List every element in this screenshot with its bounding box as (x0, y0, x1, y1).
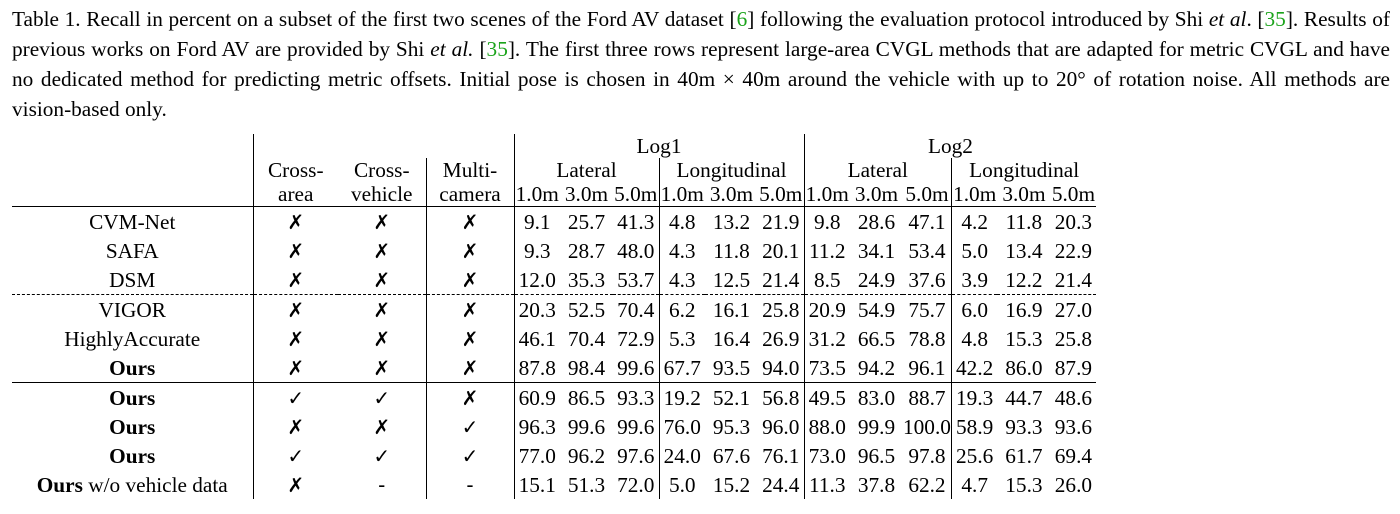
cross-mark: ✗ (253, 236, 338, 265)
log2-longitudinal-header: Longitudinal (951, 158, 1096, 182)
cross-mark: ✗ (338, 353, 426, 383)
check-mark: ✓ (373, 443, 391, 468)
recall-value: 16.1 (712, 297, 751, 322)
caption-text: ]. The first three rows represent large-area CVGL methods that are adapted for metric CVGL and have no dedicated method for predicting metric offsets. Initial pose is chosen in 40m × 40m around the vehicle with up to 20° of rotation noise. All methods are vision-based only. (12, 37, 1390, 121)
recall-value: 88.7 (908, 385, 946, 410)
recall-value: 6.2 (659, 295, 705, 325)
method-cell (12, 441, 253, 470)
recall-value: 42.2 (951, 353, 997, 383)
recall-value: 83.0 (857, 385, 896, 410)
caption-text: . [ (1246, 7, 1265, 31)
recall-value: 52.1 (712, 385, 751, 410)
recall-value: 51.3 (567, 472, 606, 497)
recall-value: 53.7 (613, 265, 659, 295)
recall-value: 98.4 (560, 353, 613, 383)
method-name: Ours (109, 355, 156, 380)
recall-value: 94.0 (758, 353, 804, 383)
recall-value: 93.5 (705, 353, 758, 383)
table-row (12, 470, 1096, 499)
method-cell (12, 412, 253, 441)
recall-value: 25.8 (762, 297, 800, 322)
recall-value: 25.6 (951, 441, 997, 470)
cross-mark: ✗ (426, 295, 514, 325)
recall-value: 20.9 (804, 295, 850, 325)
recall-value: 11.8 (713, 238, 750, 263)
recall-value: 41.3 (617, 209, 655, 234)
recall-value: 44.7 (1005, 385, 1043, 410)
threshold-header: 3.0m (850, 182, 903, 207)
recall-value: 62.2 (908, 472, 946, 497)
recall-value: 60.9 (514, 383, 560, 413)
caption-text: ]. Results of previous works on Ford AV are provided by Shi (12, 7, 1390, 61)
recall-value: 70.4 (567, 326, 606, 351)
recall-value: 52.5 (567, 297, 606, 322)
cross-mark: ✗ (253, 324, 338, 353)
recall-value: 34.1 (857, 238, 896, 263)
recall-value: 21.4 (758, 265, 804, 295)
method-cell (12, 207, 253, 237)
recall-value: 15.2 (712, 472, 751, 497)
method-name: HighlyAccurate (64, 326, 201, 351)
recall-value: 21.9 (762, 209, 800, 234)
recall-value: 12.0 (514, 265, 560, 295)
recall-value: 21.4 (1050, 265, 1096, 295)
method-name: VIGOR (98, 297, 166, 322)
method-name: Ours (36, 472, 83, 497)
recall-value: 48.0 (617, 238, 655, 263)
check-mark: ✓ (426, 441, 514, 470)
log1-lateral-header: Lateral (514, 158, 659, 182)
caption-text: Table 1. Recall in percent on a subset of the first two scenes of the Ford AV dataset [ (12, 7, 737, 31)
recall-value: 24.4 (762, 472, 800, 497)
cross-mark: ✗ (253, 265, 338, 295)
recall-value: 88.0 (804, 412, 850, 441)
recall-value: 73.5 (804, 353, 850, 383)
header-row-logs (12, 134, 1096, 158)
recall-value: 70.4 (617, 297, 655, 322)
recall-value: 20.1 (762, 238, 800, 263)
recall-value: 11.2 (804, 236, 850, 265)
cross-mark: ✗ (426, 353, 514, 383)
recall-value: 46.1 (514, 324, 560, 353)
recall-value: 96.1 (903, 353, 951, 383)
citation-link[interactable]: 35 (1264, 7, 1286, 31)
recall-value: 87.8 (514, 353, 560, 383)
recall-value: 37.6 (903, 265, 951, 295)
recall-value: 4.8 (659, 207, 705, 237)
method-name: Ours (109, 443, 156, 468)
threshold-header: 1.0m (660, 182, 704, 206)
table-row (12, 412, 1096, 441)
check-mark: ✓ (253, 441, 338, 470)
recall-value: 99.6 (567, 414, 606, 439)
cross-mark: ✗ (338, 265, 426, 295)
recall-value: 4.8 (951, 324, 997, 353)
check-mark: ✓ (253, 383, 338, 413)
caption-text: [ (473, 37, 487, 61)
table-row (12, 441, 1096, 470)
recall-value: 5.0 (951, 236, 997, 265)
table-row (12, 265, 1096, 295)
cross-area-header: area (253, 182, 338, 207)
method-cell (12, 324, 253, 353)
recall-value: 96.0 (762, 414, 800, 439)
cross-mark: ✗ (253, 412, 338, 441)
recall-value: 72.0 (617, 472, 655, 497)
threshold-header: 5.0m (903, 182, 951, 207)
log1-header: Log1 (514, 134, 804, 158)
header-row-directions (12, 158, 1096, 182)
caption-italic: et al (1208, 7, 1247, 31)
threshold-header: 5.0m (614, 182, 658, 206)
cross-mark: ✗ (253, 207, 338, 237)
method-suffix: w/o vehicle data (82, 472, 228, 497)
log1-longitudinal-header: Longitudinal (659, 158, 804, 182)
method-cell (12, 353, 253, 383)
recall-value: 77.0 (514, 441, 560, 470)
threshold-header: 5.0m (759, 182, 803, 206)
method-name: SAFA (105, 238, 159, 263)
recall-value: 13.2 (712, 209, 751, 234)
recall-value: 24.9 (850, 265, 903, 295)
recall-value: 4.3 (659, 265, 705, 295)
table-row (12, 207, 1096, 237)
recall-value: 67.6 (712, 443, 751, 468)
threshold-header: 3.0m (997, 182, 1050, 207)
cross-mark: ✗ (426, 265, 514, 295)
cross-mark: ✗ (426, 383, 514, 413)
recall-value: 15.3 (1005, 472, 1043, 497)
recall-value: 16.9 (1005, 297, 1043, 322)
header-row-thresholds (12, 182, 1096, 207)
recall-value: 4.3 (659, 236, 705, 265)
threshold-header: 1.0m (953, 182, 997, 206)
cross-area-header: Cross- (253, 158, 338, 182)
recall-value: 26.9 (762, 326, 800, 351)
recall-value: 28.7 (567, 238, 606, 263)
cross-vehicle-header: Cross- (353, 158, 410, 182)
recall-value: 93.3 (617, 385, 655, 410)
recall-value: 35.3 (560, 265, 613, 295)
recall-value: 100.0 (903, 414, 951, 439)
recall-value: 25.7 (567, 209, 606, 234)
recall-value: 48.6 (1054, 385, 1093, 410)
recall-value: 25.8 (1054, 326, 1093, 351)
recall-value: 96.2 (567, 443, 606, 468)
recall-value: 22.9 (1054, 238, 1093, 263)
recall-value: 67.7 (659, 353, 705, 383)
recall-value: 96.3 (514, 412, 560, 441)
cross-mark: ✗ (373, 326, 391, 351)
cross-mark: ✗ (373, 414, 391, 439)
recall-value: 28.6 (857, 209, 896, 234)
multi-camera-header: Multi- (426, 158, 514, 182)
recall-value: 94.2 (850, 353, 903, 383)
recall-value: 11.8 (1005, 209, 1043, 234)
recall-value: 9.3 (514, 236, 560, 265)
recall-value: 16.4 (712, 326, 751, 351)
recall-value: 73.0 (804, 441, 850, 470)
flag-cell: - (378, 472, 386, 497)
check-mark: ✓ (373, 385, 391, 410)
recall-value: 4.7 (951, 470, 997, 499)
threshold-header: 3.0m (560, 182, 613, 207)
table-row (12, 353, 1096, 383)
recall-value: 26.0 (1054, 472, 1093, 497)
recall-value: 49.5 (804, 383, 850, 413)
log2-lateral-header: Lateral (804, 158, 951, 182)
recall-value: 31.2 (804, 324, 850, 353)
table-caption (12, 4, 1390, 124)
method-name: CVM-Net (89, 209, 176, 234)
recall-value: 99.6 (613, 353, 659, 383)
results-table (12, 134, 1096, 499)
threshold-header: 5.0m (1051, 182, 1096, 206)
recall-value: 5.0 (659, 470, 705, 499)
cross-mark: ✗ (373, 238, 391, 263)
cross-mark: ✗ (253, 470, 338, 499)
threshold-header: 1.0m (805, 182, 849, 206)
method-cell (12, 265, 253, 295)
table-row (12, 324, 1096, 353)
recall-value: 75.7 (908, 297, 946, 322)
flag-cell: - (426, 470, 514, 499)
cross-mark: ✗ (253, 353, 338, 383)
recall-value: 20.3 (514, 295, 560, 325)
method-name: Ours (109, 414, 156, 439)
recall-value: 12.2 (997, 265, 1050, 295)
recall-value: 12.5 (705, 265, 758, 295)
method-cell (12, 236, 253, 265)
recall-value: 86.5 (567, 385, 606, 410)
cross-vehicle-header: vehicle (338, 182, 426, 207)
recall-value: 15.1 (514, 470, 560, 499)
table-row (12, 295, 1096, 325)
recall-value: 96.5 (857, 443, 896, 468)
recall-value: 61.7 (1005, 443, 1043, 468)
recall-value: 56.8 (762, 385, 800, 410)
cross-mark: ✗ (373, 209, 391, 234)
cross-mark: ✗ (373, 297, 391, 322)
recall-value: 86.0 (997, 353, 1050, 383)
recall-value: 54.9 (857, 297, 896, 322)
log2-header: Log2 (804, 134, 1096, 158)
table-row (12, 236, 1096, 265)
recall-value: 76.1 (762, 443, 800, 468)
recall-value: 97.8 (908, 443, 946, 468)
cross-mark: ✗ (426, 236, 514, 265)
recall-value: 78.8 (908, 326, 946, 351)
cross-mark: ✗ (253, 295, 338, 325)
table-body (12, 207, 1096, 500)
recall-value: 99.9 (857, 414, 896, 439)
citation-link[interactable]: 6 (736, 7, 748, 31)
cross-mark: ✗ (426, 207, 514, 237)
recall-value: 3.9 (951, 265, 997, 295)
recall-value: 19.3 (951, 383, 997, 413)
recall-value: 4.2 (951, 207, 997, 237)
recall-value: 19.2 (659, 383, 705, 413)
recall-value: 76.0 (659, 412, 705, 441)
recall-value: 5.3 (659, 324, 705, 353)
recall-value: 20.3 (1054, 209, 1093, 234)
recall-value: 13.4 (1005, 238, 1043, 263)
method-name: Ours (109, 385, 156, 410)
recall-value: 93.6 (1054, 414, 1093, 439)
table-row (12, 383, 1096, 413)
method-cell (12, 295, 253, 325)
recall-value: 47.1 (908, 209, 946, 234)
recall-value: 27.0 (1054, 297, 1093, 322)
recall-value: 95.3 (712, 414, 751, 439)
citation-link[interactable]: 35 (486, 37, 508, 61)
method-cell (12, 383, 253, 413)
caption-italic: et al. (430, 37, 474, 61)
recall-value: 99.6 (617, 414, 655, 439)
recall-value: 9.1 (514, 207, 560, 237)
recall-value: 15.3 (1005, 326, 1043, 351)
method-name: DSM (109, 267, 156, 292)
recall-value: 9.8 (804, 207, 850, 237)
recall-value: 87.9 (1050, 353, 1096, 383)
recall-value: 72.9 (617, 326, 655, 351)
recall-value: 24.0 (659, 441, 705, 470)
recall-value: 93.3 (1005, 414, 1043, 439)
cross-mark: ✗ (426, 324, 514, 353)
recall-value: 11.3 (804, 470, 850, 499)
method-cell (12, 470, 253, 499)
recall-value: 8.5 (804, 265, 850, 295)
recall-value: 37.8 (857, 472, 896, 497)
threshold-header: 3.0m (705, 182, 758, 207)
threshold-header: 1.0m (515, 182, 559, 206)
caption-text: ] following the evaluation protocol introduced by Shi (747, 7, 1209, 31)
recall-value: 6.0 (951, 295, 997, 325)
recall-value: 53.4 (908, 238, 946, 263)
check-mark: ✓ (426, 412, 514, 441)
multi-camera-header: camera (426, 182, 514, 207)
recall-value: 58.9 (951, 412, 997, 441)
recall-value: 69.4 (1054, 443, 1093, 468)
recall-value: 66.5 (857, 326, 896, 351)
recall-value: 97.6 (617, 443, 655, 468)
